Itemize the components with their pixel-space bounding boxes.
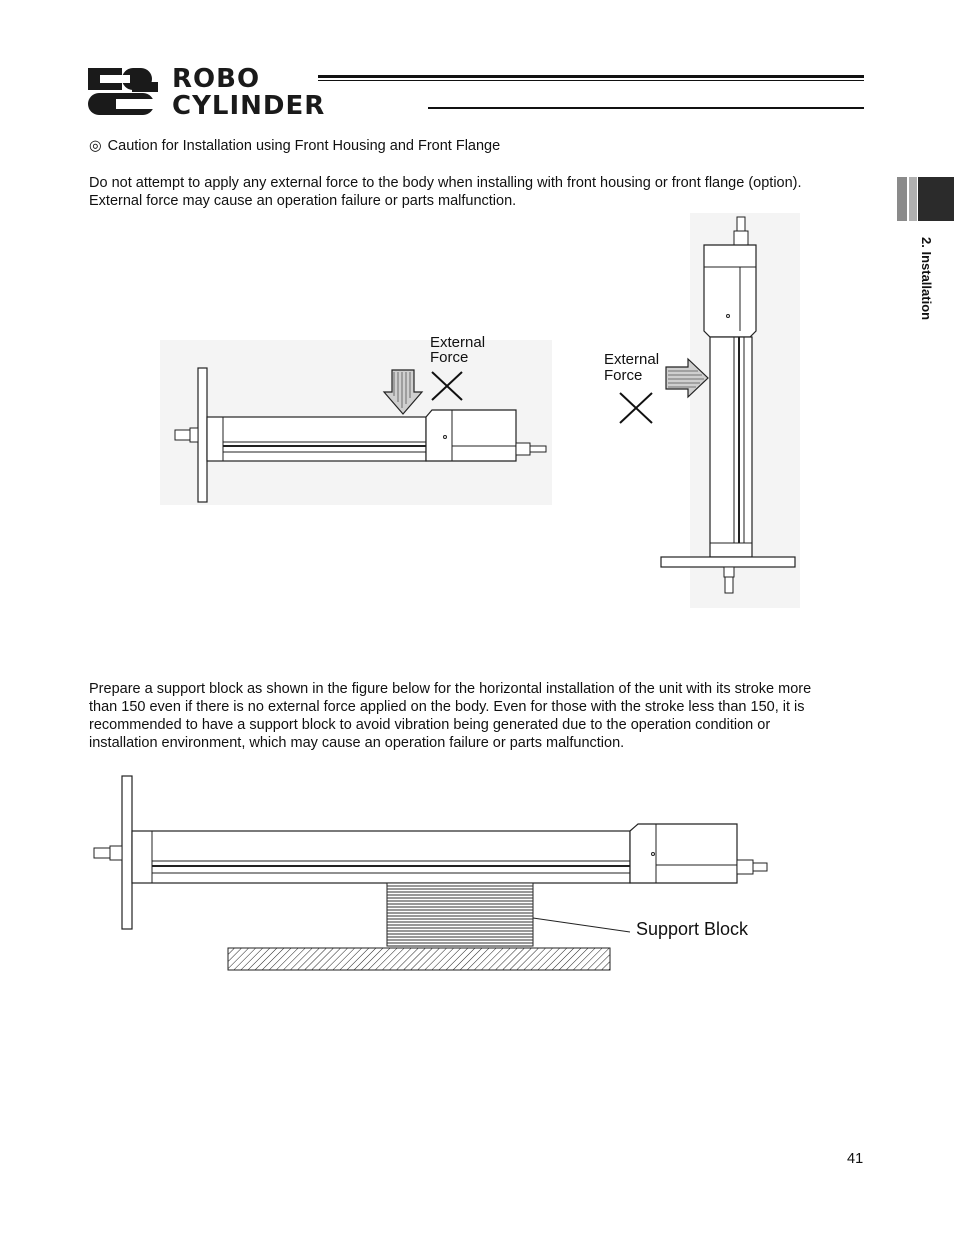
header-rule-top-thin — [318, 80, 864, 81]
vertical-actuator-body — [710, 337, 752, 557]
caution-heading — [89, 137, 500, 155]
bullet-icon: ◎ — [89, 138, 102, 154]
figure-support-block — [90, 774, 790, 974]
vertical-front-flange-plate — [661, 557, 795, 567]
side-tab-stripe-2 — [909, 177, 917, 221]
support-block-drawing — [90, 774, 790, 974]
caution-heading-text: Caution for Installation using Front Housing and Front Flange — [107, 138, 501, 154]
page-number: 41 — [847, 1151, 864, 1167]
side-tab-label: 2. Installation — [919, 237, 934, 321]
external-force-label-horizontal-line2: Force — [430, 349, 469, 366]
logo-line-cylinder: CYLINDER — [172, 91, 326, 121]
side-tab-block — [918, 177, 954, 221]
header-logo — [86, 66, 866, 126]
floor-hatch — [228, 948, 610, 970]
support-block-label: Support Block — [636, 919, 749, 939]
header-rule-bottom — [428, 107, 864, 109]
support-fig-actuator-body — [132, 831, 630, 883]
support-block-icon — [387, 883, 533, 946]
actuator-body — [207, 417, 426, 461]
support-paragraph-line3: recommended to have a support block to avoid vibration being generated due to the operation condition or — [89, 717, 771, 733]
support-fig-flange-plate — [122, 776, 132, 929]
vertical-actuator-drawing — [600, 213, 800, 608]
front-flange-plate — [198, 368, 207, 502]
external-force-label-horizontal-line1: External — [430, 334, 486, 351]
horizontal-actuator-drawing — [160, 340, 552, 505]
logo-line-robo: ROBO — [172, 64, 261, 94]
prohibited-x-icon-vertical — [620, 393, 652, 423]
support-paragraph-line2: than 150 even if there is no external force applied on the body. Even for those with the stroke less than 150, it is — [89, 699, 805, 715]
header-rule-top — [318, 75, 864, 78]
caution-paragraph-line2: External force may cause an operation failure or parts malfunction. — [89, 193, 517, 209]
side-tab-stripe — [897, 177, 907, 221]
external-force-label-vertical-line1: External — [604, 351, 660, 368]
figure-vertical-external-force — [600, 213, 800, 608]
caution-paragraph-line1: Do not attempt to apply any external force to the body when installing with front housing or front flange (option). — [89, 175, 802, 191]
support-paragraph-line1: Prepare a support block as shown in the figure below for the horizontal installation of the unit with its stroke more — [89, 681, 812, 697]
rc-logo-icon — [86, 66, 166, 118]
external-force-label-vertical-line2: Force — [604, 367, 643, 384]
figure-horizontal-external-force — [160, 334, 552, 505]
support-paragraph-line4: installation environment, which may cause an operation failure or parts malfunction. — [89, 735, 625, 751]
